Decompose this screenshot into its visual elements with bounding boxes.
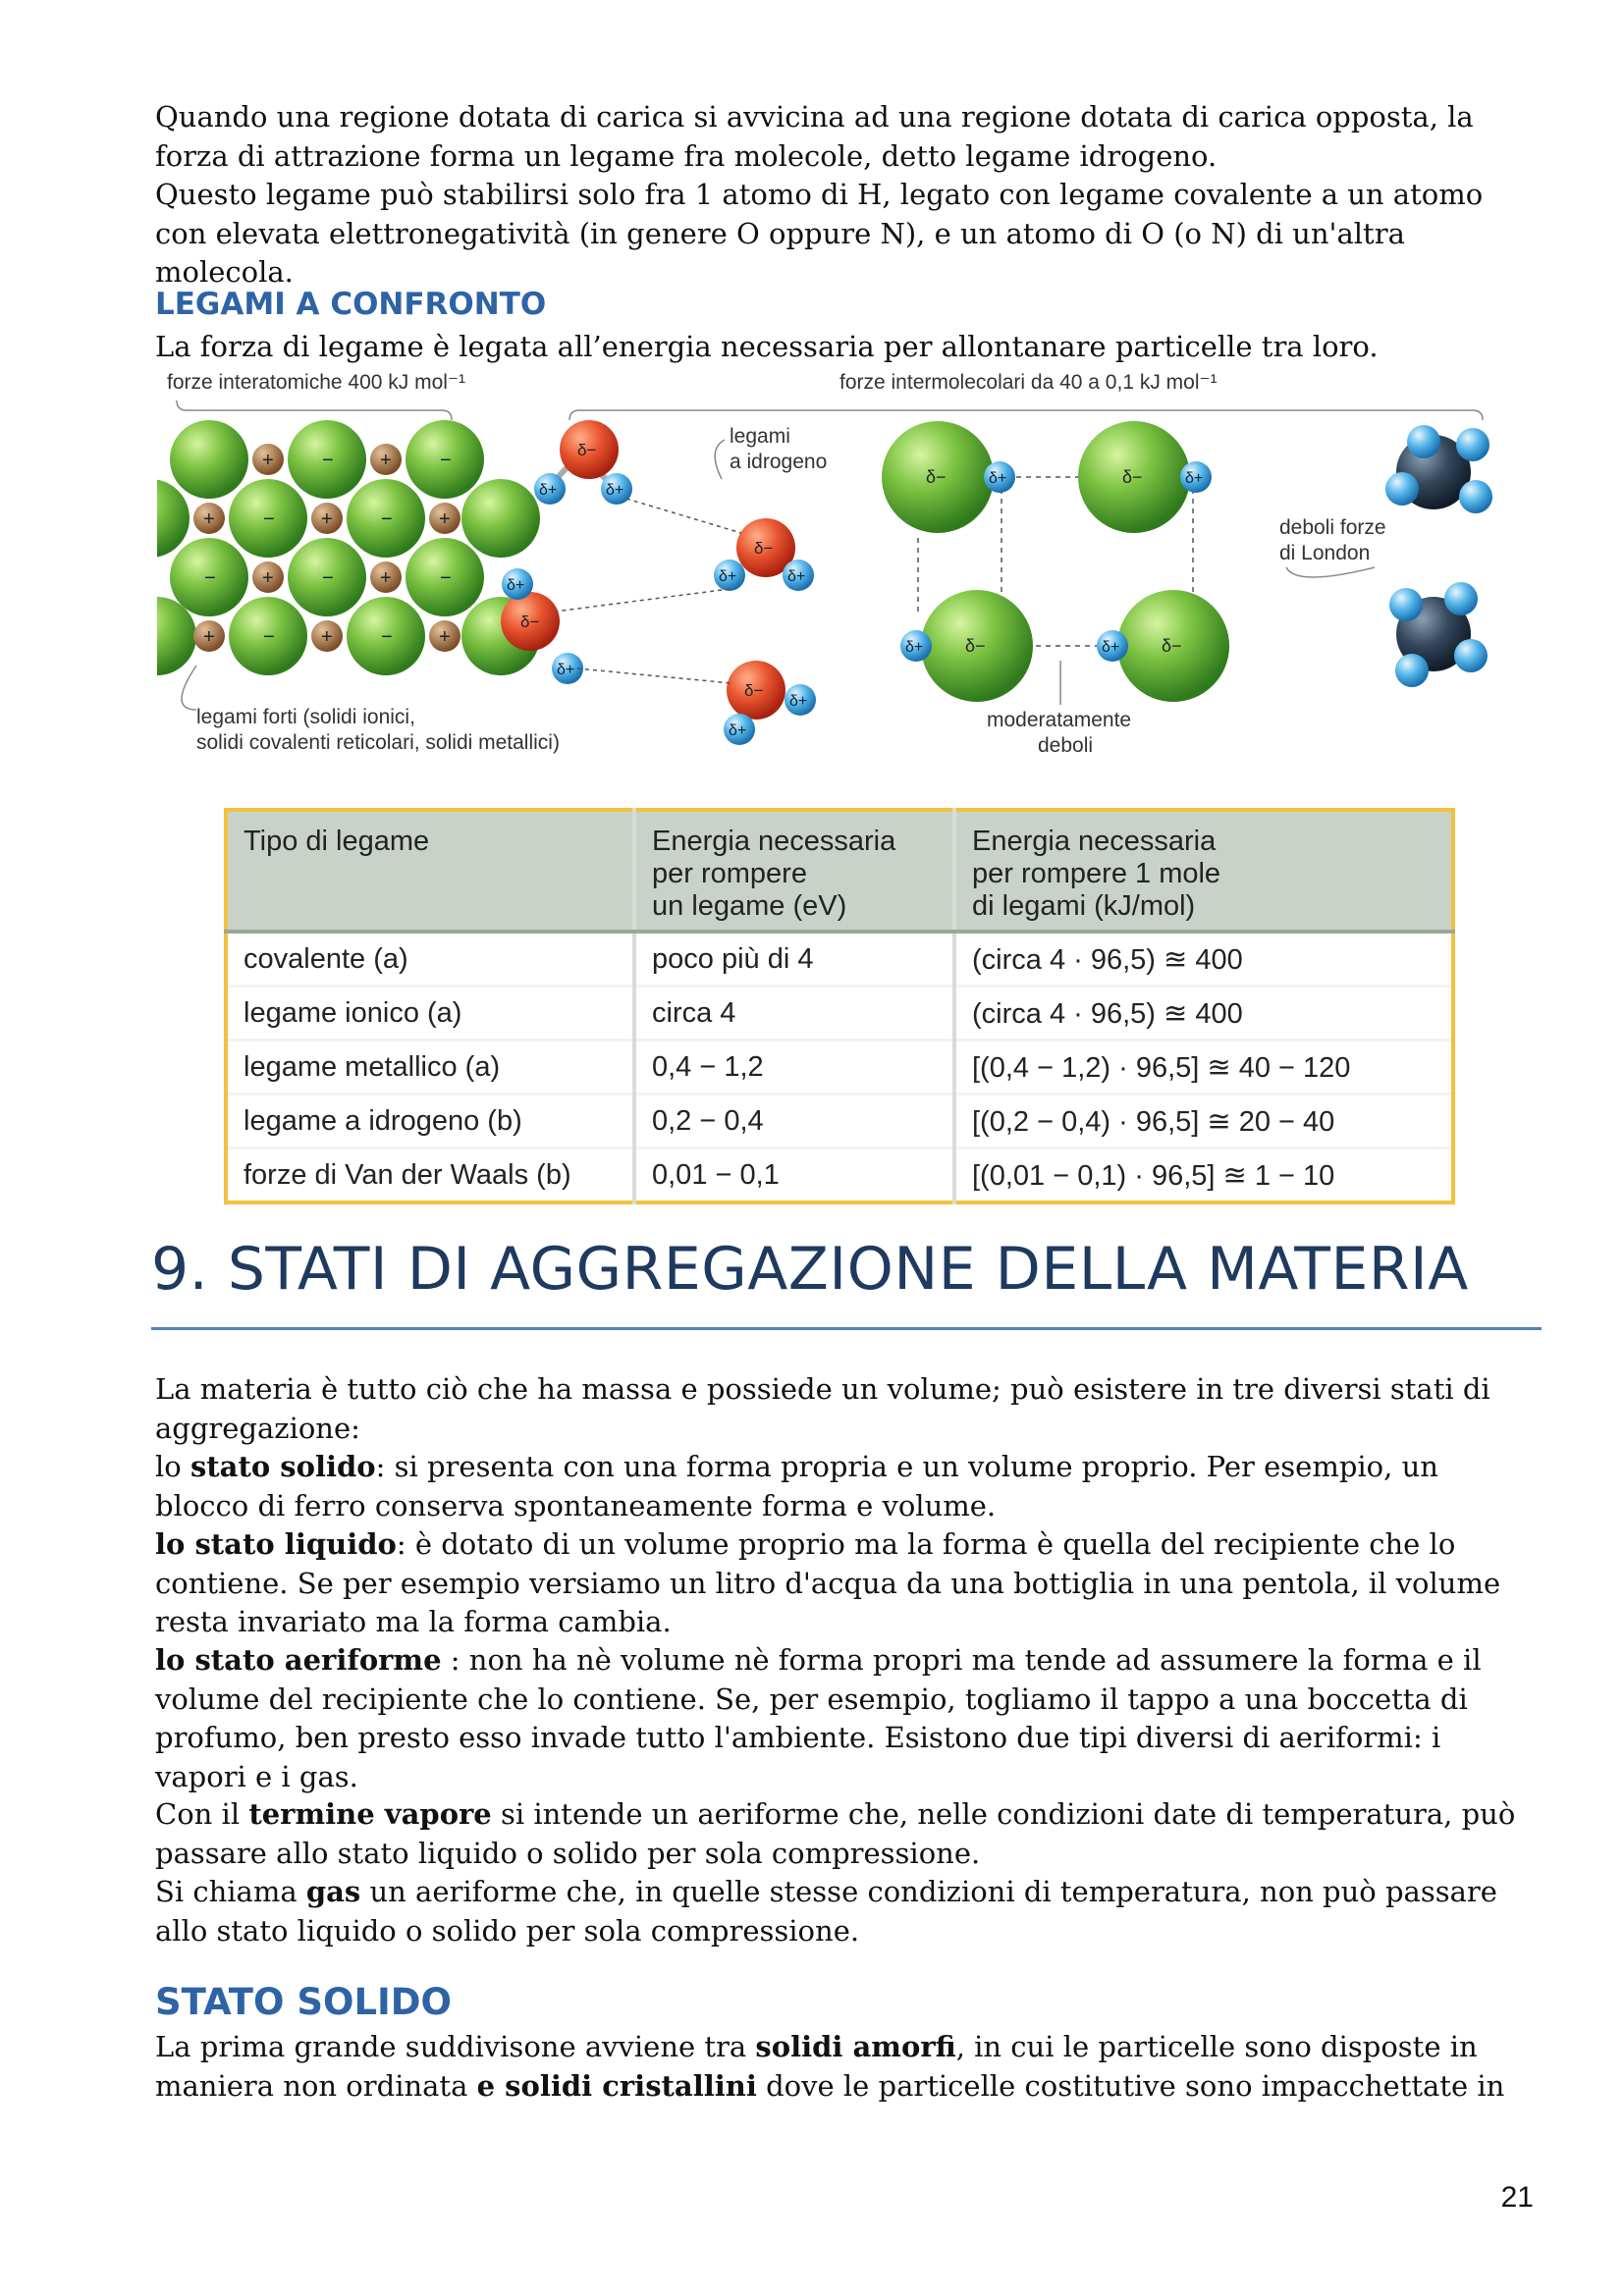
table-row: legame metallico (a) 0,4 − 1,2 [(0,4 − 1,2) · 96,5] ≊ 40 − 120 <box>226 1041 1453 1095</box>
svg-text:+: + <box>262 567 274 589</box>
svg-text:+: + <box>321 508 333 530</box>
table-row: legame ionico (a) circa 4 (circa 4 · 96,5) ≊ 400 <box>226 987 1453 1041</box>
svg-text:δ+: δ+ <box>606 482 624 499</box>
paragraph-liquido: lo stato liquido: è dotato di un volume proprio ma la forma è quella del recipiente che lo contiene. Se per esempio versiamo un litro d'acqua da una bottiglia in una pentola, il volume resta invariato ma la forma cambia. <box>155 1527 1501 1638</box>
svg-text:+: + <box>262 450 274 471</box>
label-hbond-1: legami <box>730 425 790 448</box>
header-energia-ev: Energia necessaria per rompere un legame (eV) <box>634 810 954 932</box>
svg-text:+: + <box>439 626 451 648</box>
svg-text:δ−: δ− <box>754 539 774 558</box>
label-moderate-2: deboli <box>1038 734 1094 757</box>
svg-text:δ−: δ− <box>1122 467 1143 487</box>
paragraph-solido: lo stato solido: si presenta con una forma propria e un volume proprio. Per esempio, un blocco di ferro conserva spontaneamente forma e volume. <box>155 1450 1438 1522</box>
svg-text:δ+: δ+ <box>539 482 558 499</box>
intro-paragraph-2: Questo legame può stabilirsi solo fra 1 atomo di H, legato con legame covalente a un atomo con elevata elettronegatività (in genere O oppure N), e un atomo di O (o N) di un'altra molecola. <box>155 178 1484 289</box>
svg-text:−: − <box>440 450 452 471</box>
svg-text:δ−: δ− <box>965 636 986 656</box>
intro-paragraph-1: Quando una regione dotata di carica si avvicina ad una regione dotata di carica opposta, la forza di attrazione forma un legame fra molecole, detto legame idrogeno. <box>155 100 1474 173</box>
svg-text:−: − <box>322 567 334 589</box>
bond-energy-table <box>224 808 1455 1204</box>
svg-text:+: + <box>203 626 215 648</box>
bond-forces-diagram <box>157 371 1512 774</box>
stato-solido-heading: STATO SOLIDO <box>155 1981 452 2023</box>
paragraph-aeriforme: lo stato aeriforme : non ha nè volume nè forma propri ma tende ad assumere la forma e il volume del recipiente che lo contiene. Se, per esempio, togliamo il tappo a una boccetta di profumo, ben presto esso invade tutto l'ambiente. Esistono due tipi diversi di aeriformi: i vapori e i gas. <box>155 1643 1482 1793</box>
legami-text: La forza di legame è legata all’energia necessaria per allontanare particelle tra loro. <box>155 330 1379 363</box>
ionic-lattice <box>157 420 540 675</box>
label-intermolecular: forze intermolecolari da 40 a 0,1 kJ mol⁻¹ <box>839 371 1218 394</box>
label-moderate-1: moderatamente <box>987 709 1132 731</box>
svg-text:δ+: δ+ <box>729 722 747 739</box>
svg-text:−: − <box>263 626 275 648</box>
svg-text:δ+: δ+ <box>557 662 575 678</box>
svg-text:δ−: δ− <box>744 681 764 700</box>
svg-text:δ+: δ+ <box>787 568 806 585</box>
svg-text:−: − <box>440 567 452 589</box>
paragraph-vapore: Con il termine vapore si intende un aeriforme che, nelle condizioni date di temperatura, può passare allo stato liquido o solido per sola compressione. <box>155 1797 1516 1870</box>
svg-text:+: + <box>321 626 333 648</box>
page-number: 21 <box>1500 2181 1534 2214</box>
svg-text:δ+: δ+ <box>719 568 737 585</box>
table-row: legame a idrogeno (b) 0,2 − 0,4 [(0,2 − 0,4) · 96,5] ≅ 20 − 40 <box>226 1095 1453 1148</box>
svg-text:δ−: δ− <box>520 613 540 631</box>
svg-text:δ−: δ− <box>926 467 947 487</box>
header-tipo: Tipo di legame <box>226 810 634 932</box>
legami-heading: LEGAMI A CONFRONTO <box>155 287 547 322</box>
svg-text:+: + <box>439 508 451 530</box>
svg-text:+: + <box>203 508 215 530</box>
svg-text:δ+: δ+ <box>1185 470 1204 487</box>
label-london-2: di London <box>1279 542 1371 564</box>
svg-text:−: − <box>381 626 393 648</box>
label-strong-1: legami forti (solidi ionici, <box>196 706 415 728</box>
label-interatomic: forze interatomiche 400 kJ mol⁻¹ <box>167 371 466 394</box>
svg-text:δ−: δ− <box>577 441 597 459</box>
svg-text:δ+: δ+ <box>1102 639 1120 656</box>
header-energia-kj: Energia necessaria per rompere 1 mole di legami (kJ/mol) <box>954 810 1453 932</box>
svg-text:−: − <box>204 567 216 589</box>
label-hbond-2: a idrogeno <box>730 451 828 473</box>
svg-text:δ+: δ+ <box>905 639 924 656</box>
svg-text:−: − <box>381 508 393 530</box>
label-strong-2: solidi covalenti reticolari, solidi metallici) <box>196 731 560 754</box>
section-title: 9. STATI DI AGGREGAZIONE DELLA MATERIA <box>151 1235 1469 1304</box>
label-london-1: deboli forze <box>1279 516 1386 539</box>
svg-text:−: − <box>322 450 334 471</box>
svg-text:δ−: δ− <box>1162 636 1182 656</box>
table-row: covalente (a) poco più di 4 (circa 4 · 96,5) ≊ 400 <box>226 932 1453 987</box>
table-row: forze di Van der Waals (b) 0,01 − 0,1 [(0,01 − 0,1) · 96,5] ≊ 1 − 10 <box>226 1148 1453 1203</box>
title-underline <box>151 1327 1542 1330</box>
svg-text:−: − <box>263 508 275 530</box>
svg-text:+: + <box>380 450 392 471</box>
paragraph-gas: Si chiama gas un aeriforme che, in quelle stesse condizioni di temperatura, non può passare allo stato liquido o solido per sola compressione. <box>155 1875 1497 1948</box>
paragraph-stato-solido: La prima grande suddivisone avviene tra solidi amorfi, in cui le particelle sono disposte in maniera non ordinata e solidi cristallini dove le particelle costitutive sono impacchettate in <box>155 2030 1505 2103</box>
table-header-row <box>226 810 1453 932</box>
section-intro: La materia è tutto ciò che ha massa e possiede un volume; può esistere in tre diversi stati di aggregazione: <box>155 1372 1490 1445</box>
dipole-molecules <box>882 421 1229 702</box>
svg-text:δ+: δ+ <box>789 693 808 710</box>
svg-text:δ+: δ+ <box>989 470 1007 487</box>
svg-text:+: + <box>380 567 392 589</box>
london-molecules <box>1385 425 1492 687</box>
svg-text:δ+: δ+ <box>507 577 525 594</box>
